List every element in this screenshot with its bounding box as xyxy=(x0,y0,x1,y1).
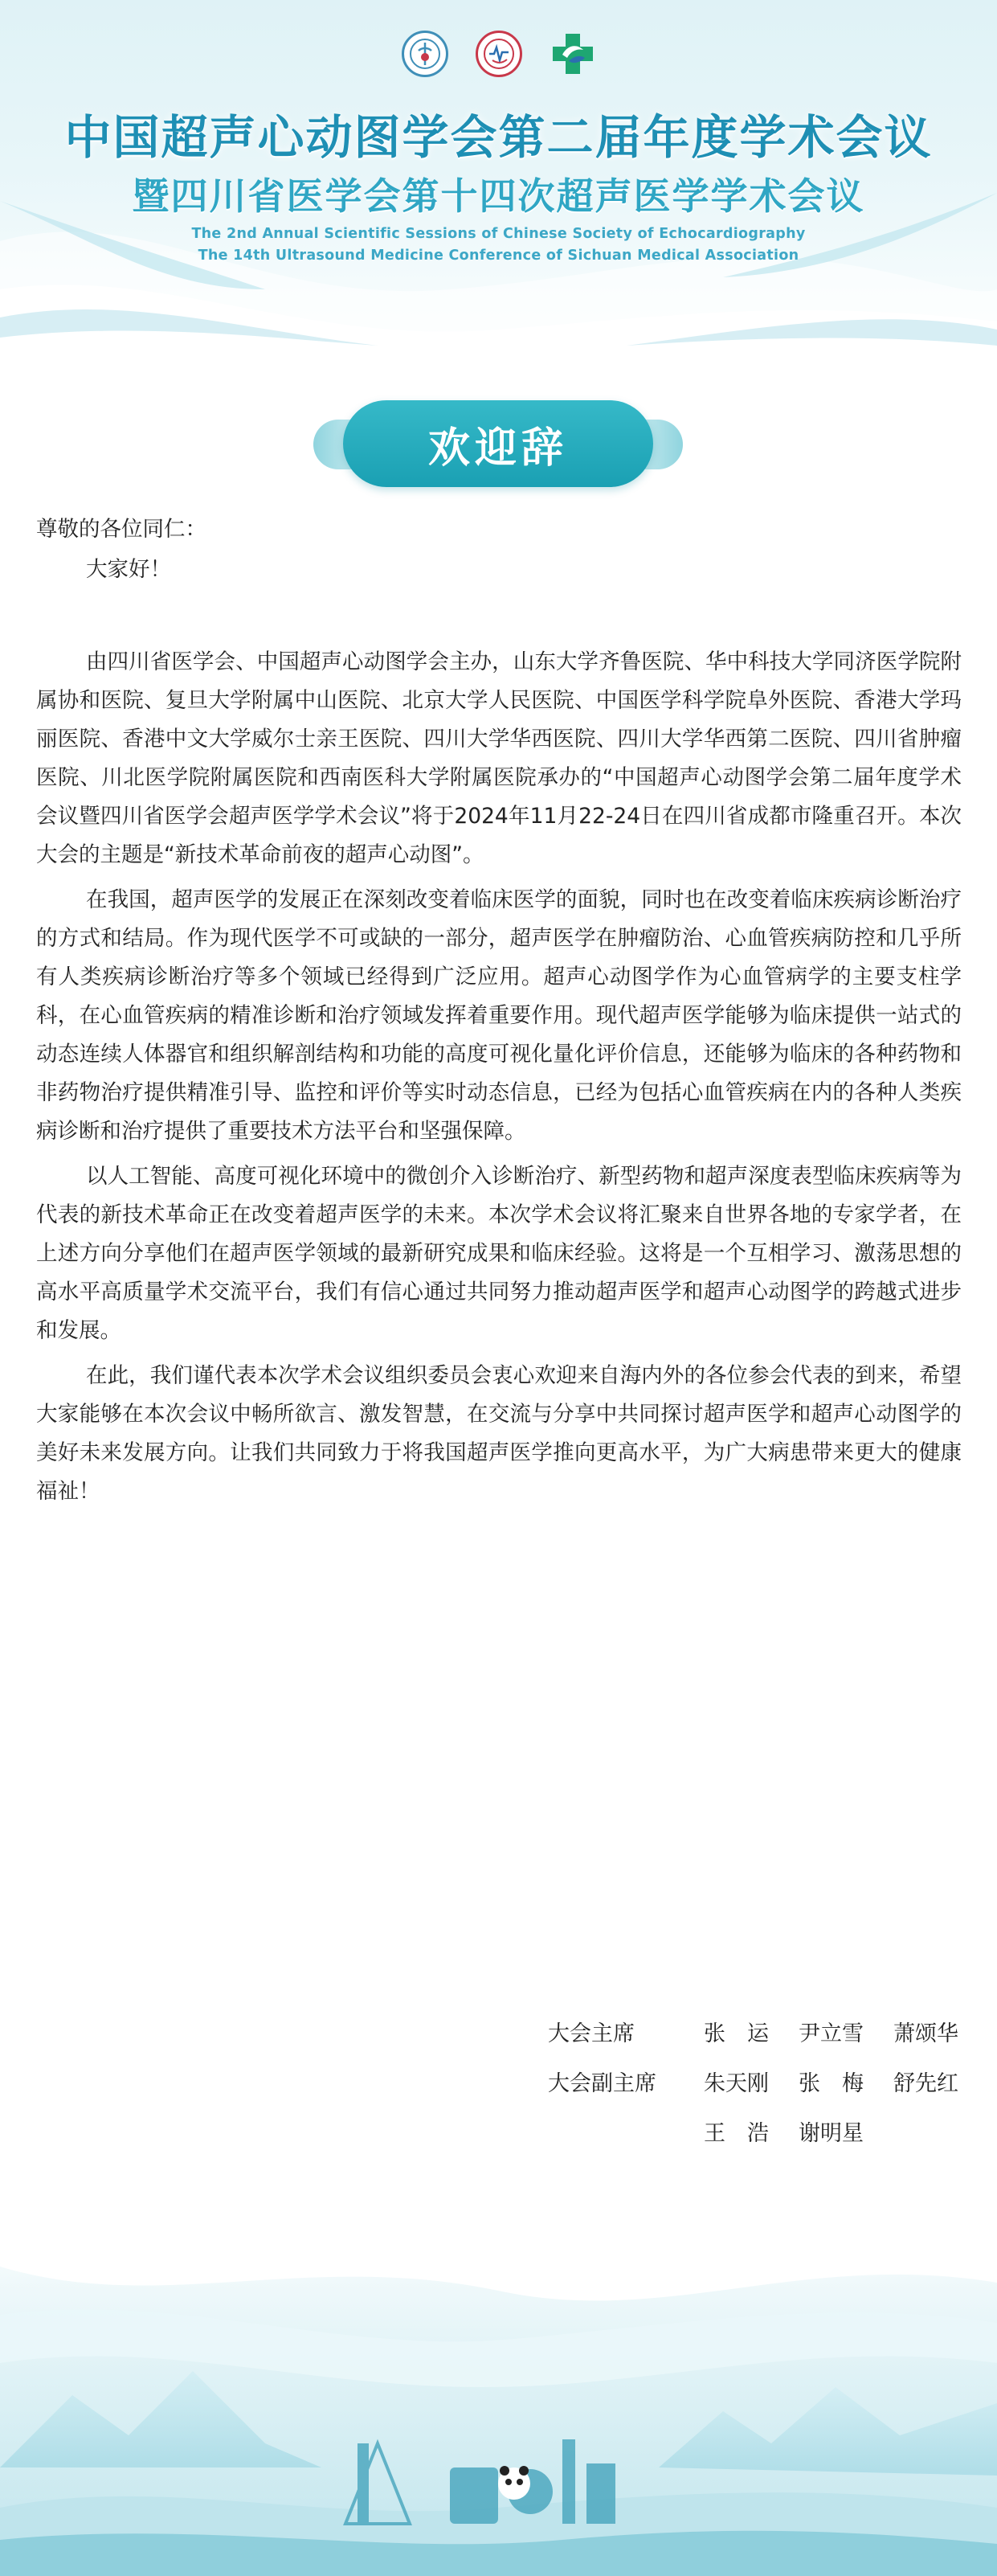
signature-name: 谢明星 xyxy=(799,2120,864,2146)
letter-paragraph: 在我国，超声医学的发展正在深刻改变着临床医学的面貌，同时也在改变着临床疾病诊断治疗的方式和结局。作为现代医学不可或缺的一部分，超声医学在肿瘤防治、心血管疾病防控和几乎所有人类疾病诊断治疗等多个领域已经得到广泛应用。超声心动图学作为心血管病学的主要支柱学科，在心血管疾病的精准诊断和治疗领域发挥着重要作用。现代超声医学能够为临床提供一站式的动态连续人体器官和组织解剖结构和功能的高度可视化量化评价信息，还能够为临床的各种药物和非药物治疗提供精准引导、监控和评价等实时动态信息，已经为包括心血管疾病在内的各种人类疾病诊断和治疗提供了重要技术方法平台和坚强保障。 xyxy=(36,887,962,1144)
signature-name: 萧颂华 xyxy=(893,2021,958,2046)
welcome-banner xyxy=(313,400,684,489)
signature-role: 大会副主席 xyxy=(548,2070,656,2096)
signature-name: 王 浩 xyxy=(704,2120,769,2146)
signature-role: 大会主席 xyxy=(548,2021,635,2046)
signature-name: 舒先红 xyxy=(893,2070,958,2096)
signature-name: 尹立雪 xyxy=(799,2021,864,2046)
salutation: 尊敬的各位同仁： xyxy=(36,517,206,542)
greeting: 大家好！ xyxy=(86,557,171,582)
conference-title: 中国超声心动图学会第二届年度学术会议 xyxy=(64,110,933,165)
letter-paragraph: 由四川省医学会、中国超声心动图学会主办，山东大学齐鲁医院、华中科技大学同济医学院附属协和医院、复旦大学附属中山医院、北京大学人民医院、中国医学科学院阜外医院、香港大学玛丽医院、香港中文大学威尔士亲王医院、四川大学华西医院、四川大学华西第二医院、四川省肿瘤医院、川北医学院附属医院和西南医科大学附属医院承办的“中国超声心动图学会第二届年度学术会议暨四川省医学会超声医学学术会议”将于2024年11月22-24日在四川省成都市隆重召开。本次大会的主题是“新技术革命前夜的超声心动图”。 xyxy=(36,649,962,867)
page-footer xyxy=(0,2202,997,2576)
signature-name: 张 运 xyxy=(704,2021,769,2046)
signature-row-chair xyxy=(548,2006,988,2056)
sichuan-medical-association-logo xyxy=(402,31,448,77)
conference-subtitle: 暨四川省医学会第十四次超声医学学术会议 xyxy=(132,174,865,218)
letter-paragraph: 在此，我们谨代表本次学术会议组织委员会衷心欢迎来自海内外的各位参会代表的到来，希望大家能够在本次会议中畅所欲言、激发智慧，在交流与分享中共同探讨超声医学和超声心动图学的美好未来发展方向。让我们共同致力于将我国超声医学推向更高水平，为广大病患带来更大的健康福祉！ xyxy=(36,1363,962,1504)
chinese-society-echocardiography-logo xyxy=(476,31,522,77)
signature-name: 张 梅 xyxy=(799,2070,864,2096)
conference-logo xyxy=(550,31,596,77)
welcome-letter xyxy=(36,510,962,1511)
letter-paragraph: 以人工智能、高度可视化环境中的微创介入诊断治疗、新型药物和超声深度表型临床疾病等为代表的新技术革命正在改变着超声医学的未来。本次学术会议将汇聚来自世界各地的专家学者，在上述方向分享他们在超声医学领域的最新研究成果和临床经验。这将是一个互相学习、激荡思想的高水平高质量学术交流平台，我们有信心通过共同努力推动超声医学和超声心动图学的跨越式进步和发展。 xyxy=(36,1164,962,1343)
banner-pill xyxy=(343,400,653,487)
english-subtitle: The 14th Ultrasound Medicine Conference of Sichuan Medical Association xyxy=(198,248,799,264)
signature-name: 朱天刚 xyxy=(704,2070,769,2096)
signature-block xyxy=(548,2006,988,2156)
english-title: The 2nd Annual Scientific Sessions of Chinese Society of Echocardiography xyxy=(191,226,806,242)
signature-row-vice-chair-cont xyxy=(548,2106,988,2156)
signature-row-vice-chair xyxy=(548,2056,988,2106)
banner-title: 欢迎辞 xyxy=(427,424,568,473)
page-header xyxy=(0,0,997,378)
footer-landscape-decoration xyxy=(0,2202,997,2576)
